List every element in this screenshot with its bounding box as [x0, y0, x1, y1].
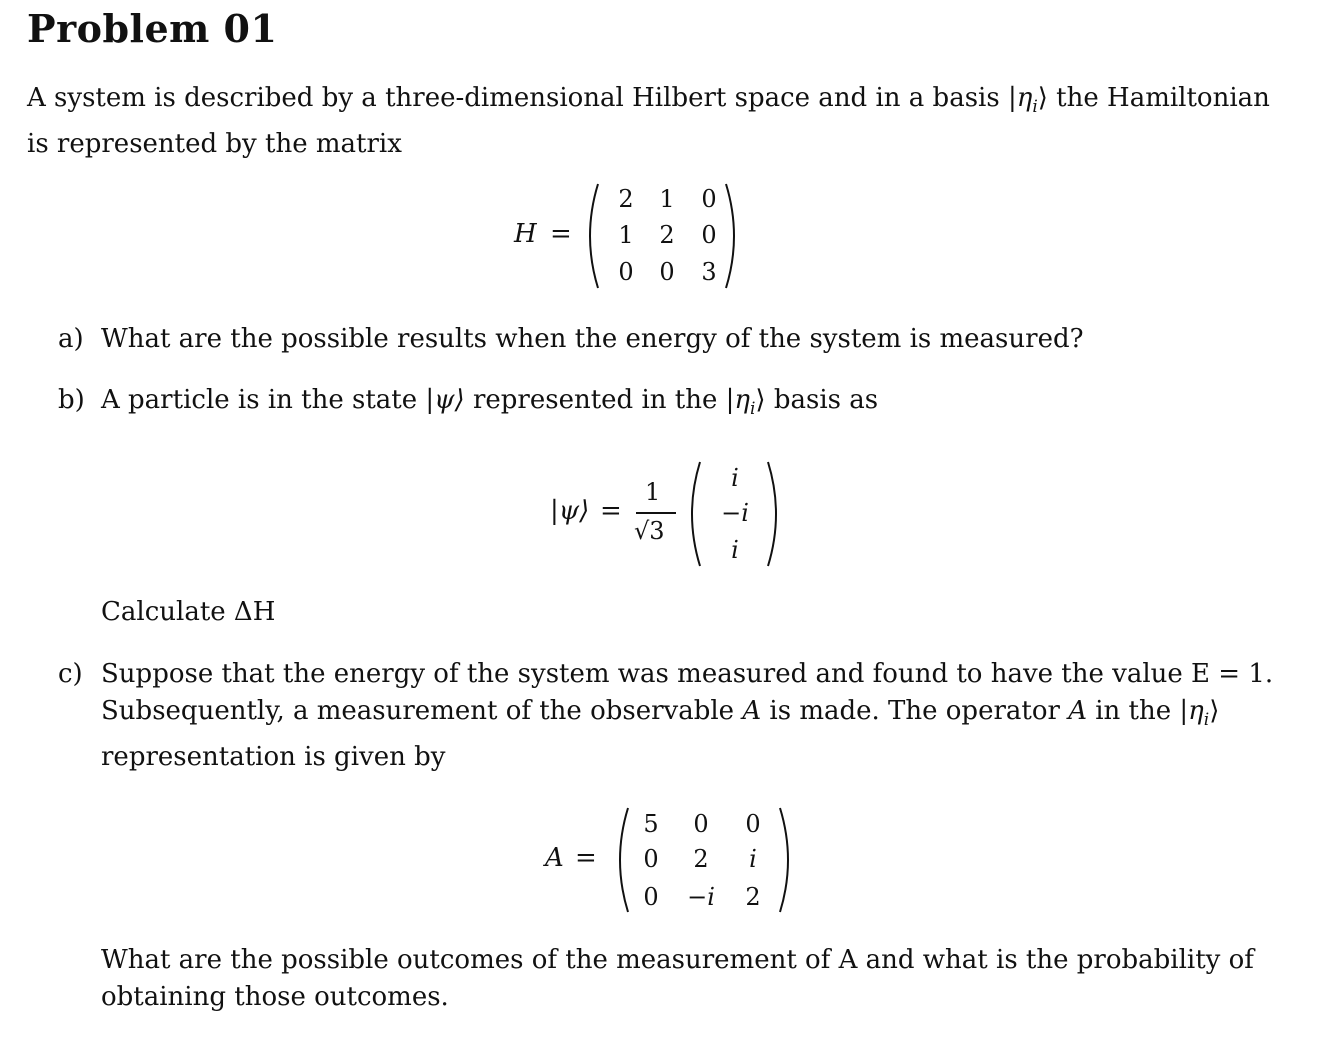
h-cell: 3 — [701, 258, 717, 286]
part-b-text-mid: represented in the — [464, 385, 726, 415]
part-c-label: c) — [58, 659, 83, 689]
part-c-line2-post: in the — [1086, 696, 1180, 726]
part-a-text: What are the possible results when the energy of the system is measured? — [101, 324, 1084, 354]
part-c-line1: Suppose that the energy of the system was measured and found to have the value E = 1. — [101, 659, 1274, 689]
psi-component: i — [731, 464, 739, 492]
hamiltonian-equals: = — [550, 219, 572, 249]
a-cell: i — [749, 845, 757, 873]
ket-close: ⟩ — [1037, 83, 1048, 113]
psi-component: i — [731, 536, 739, 564]
psi-component: −i — [721, 499, 749, 527]
part-b-text-pre: A particle is in the state — [101, 385, 426, 415]
intro-paragraph — [27, 80, 1297, 163]
h-cell: 0 — [701, 221, 717, 249]
a-cell: 2 — [745, 883, 761, 911]
part-b-text — [101, 382, 878, 428]
problem-title: Problem 01 — [27, 6, 278, 51]
frac-numerator: 1 — [645, 478, 661, 506]
state-equals: = — [600, 496, 622, 526]
ket-eta: |η — [725, 385, 750, 415]
intro-line1-pre: A system is described by a three-dimensional Hilbert space and in a basis — [27, 83, 1008, 113]
ket-sub: i — [1032, 97, 1038, 118]
intro-line2: is represented by the matrix — [27, 129, 402, 160]
a-cell: −i — [687, 883, 715, 911]
observable-a: A — [1068, 696, 1087, 726]
part-c-final-line2: obtaining those outcomes. — [101, 982, 449, 1012]
ket-eta: |η — [1007, 83, 1033, 113]
part-c-line2 — [101, 693, 1301, 739]
part-b-calc: Calculate ΔH — [101, 597, 276, 627]
intro-line1-post: the Hamiltonian — [1047, 83, 1270, 113]
operator-a-symbol: A — [545, 843, 564, 873]
h-cell: 0 — [659, 258, 675, 286]
part-c-line3: representation is given by — [101, 742, 446, 773]
h-cell: 0 — [618, 258, 634, 286]
a-cell: 0 — [643, 883, 659, 911]
frac-denominator: √3 — [634, 517, 665, 545]
a-cell: 2 — [693, 845, 709, 873]
part-c-line2-pre: Subsequently, a measurement of the observable — [101, 696, 743, 726]
part-b-label: b) — [58, 385, 85, 415]
ket-close: ⟩ — [755, 385, 766, 415]
h-cell: 1 — [659, 185, 675, 213]
part-c-final-line1: What are the possible outcomes of the measurement of A and what is the probability of — [101, 945, 1254, 975]
h-cell: 2 — [618, 185, 634, 213]
part-c-text — [101, 656, 1301, 776]
a-cell: 5 — [643, 810, 659, 838]
ket-eta: |η — [1179, 696, 1204, 726]
ket-psi: |ψ⟩ — [425, 385, 465, 415]
state-lhs: |ψ⟩ — [550, 496, 590, 526]
h-cell: 0 — [701, 185, 717, 213]
operator-a-equals: = — [575, 843, 597, 873]
part-b-text-post: basis as — [765, 385, 879, 415]
a-cell: 0 — [745, 810, 761, 838]
h-cell: 2 — [659, 221, 675, 249]
ket-sub: i — [1203, 710, 1210, 731]
hamiltonian-symbol: H — [514, 219, 537, 249]
part-c-final — [101, 942, 1301, 1016]
ket-sub: i — [749, 399, 756, 420]
part-a-label: a) — [58, 324, 84, 354]
fraction-bar — [636, 512, 676, 514]
ket-close: ⟩ — [1209, 696, 1220, 726]
a-cell: 0 — [693, 810, 709, 838]
part-c-line2-mid: is made. The operator — [761, 696, 1069, 726]
h-cell: 1 — [618, 221, 634, 249]
observable-a: A — [742, 696, 762, 726]
a-cell: 0 — [643, 845, 659, 873]
